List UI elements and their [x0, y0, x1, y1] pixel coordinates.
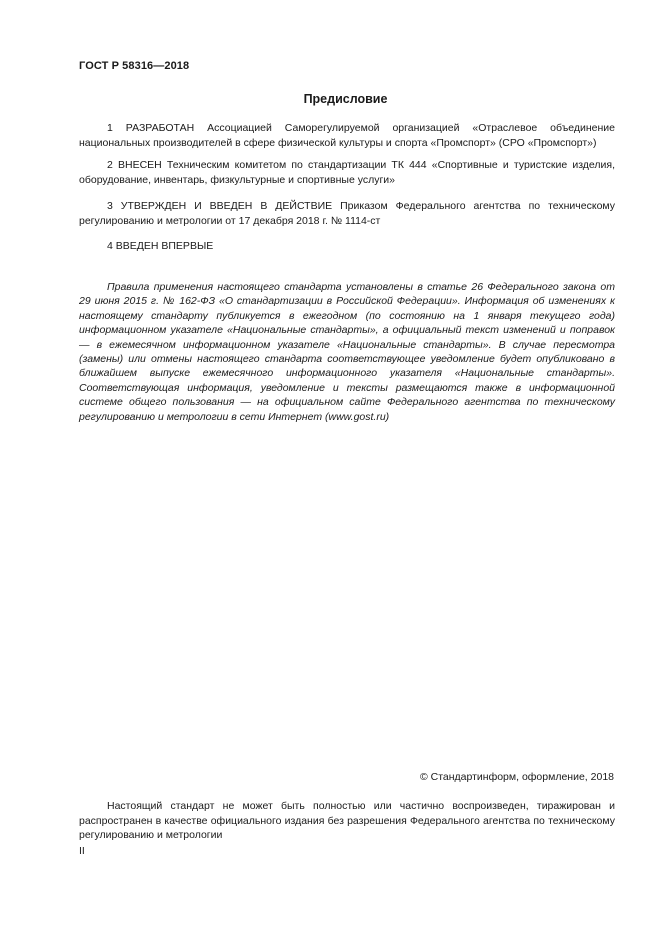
paragraph-developed-by: 1 РАЗРАБОТАН Ассоциацией Саморегулируемой организацией «Отраслевое объединение национальных производителей в сфере физической культуры и спорта «Промспорт» (СРО «Промспорт») [79, 122, 615, 149]
standard-code-header: ГОСТ Р 58316—2018 [79, 60, 190, 72]
paragraph-first-introduced: 4 ВВЕДЕН ВПЕРВЫЕ [107, 240, 214, 252]
application-rules-note: Правила применения настоящего стандарта установлены в статье 26 Федерального закона от 29 июня 2015 г. № 162-ФЗ «О стандартизации в Российской Федерации». Информация об изменениях к настоящему стандарту публикуется в ежегодном (по состоянию на 1 января текущего года) информационном указателе «Национальные стандарты», а официальный текст изменений и поправок — в ежемесячном информационном указателе «Национальные стандарты». В случае пересмотра (замены) или отмены настоящего стандарта соответствующее уведомление будет опубликовано в ближайшем выпуске ежемесячного информационного указателя «Национальные стандарты». Соответствующая информация, уведомление и тексты размещаются также в информационной системе общего пользования — на официальном сайте Федерального агентства по техническому регулированию и метрологии в сети Интернет (www.gost.ru) [79, 281, 615, 423]
copyright-notice: © Стандартинформ, оформление, 2018 [419, 771, 614, 783]
reproduction-restriction-notice: Настоящий стандарт не может быть полностью или частично воспроизведен, тиражирован и распространен в качестве официального издания без разрешения Федерального агентства по техническому регулированию и метрологии [79, 800, 615, 841]
paragraph-approved: 3 УТВЕРЖДЕН И ВВЕДЕН В ДЕЙСТВИЕ Приказом Федерального агентства по техническому регулированию и метрологии от 17 декабря 2018 г. № 1114-ст [79, 200, 615, 227]
page-title: Предисловие [303, 92, 388, 106]
paragraph-introduced-by: 2 ВНЕСЕН Техническим комитетом по стандартизации ТК 444 «Спортивные и туристские изделия, оборудование, инвентарь, физкультурные и спортивные услуги» [79, 159, 615, 186]
page-number: II [79, 845, 85, 857]
